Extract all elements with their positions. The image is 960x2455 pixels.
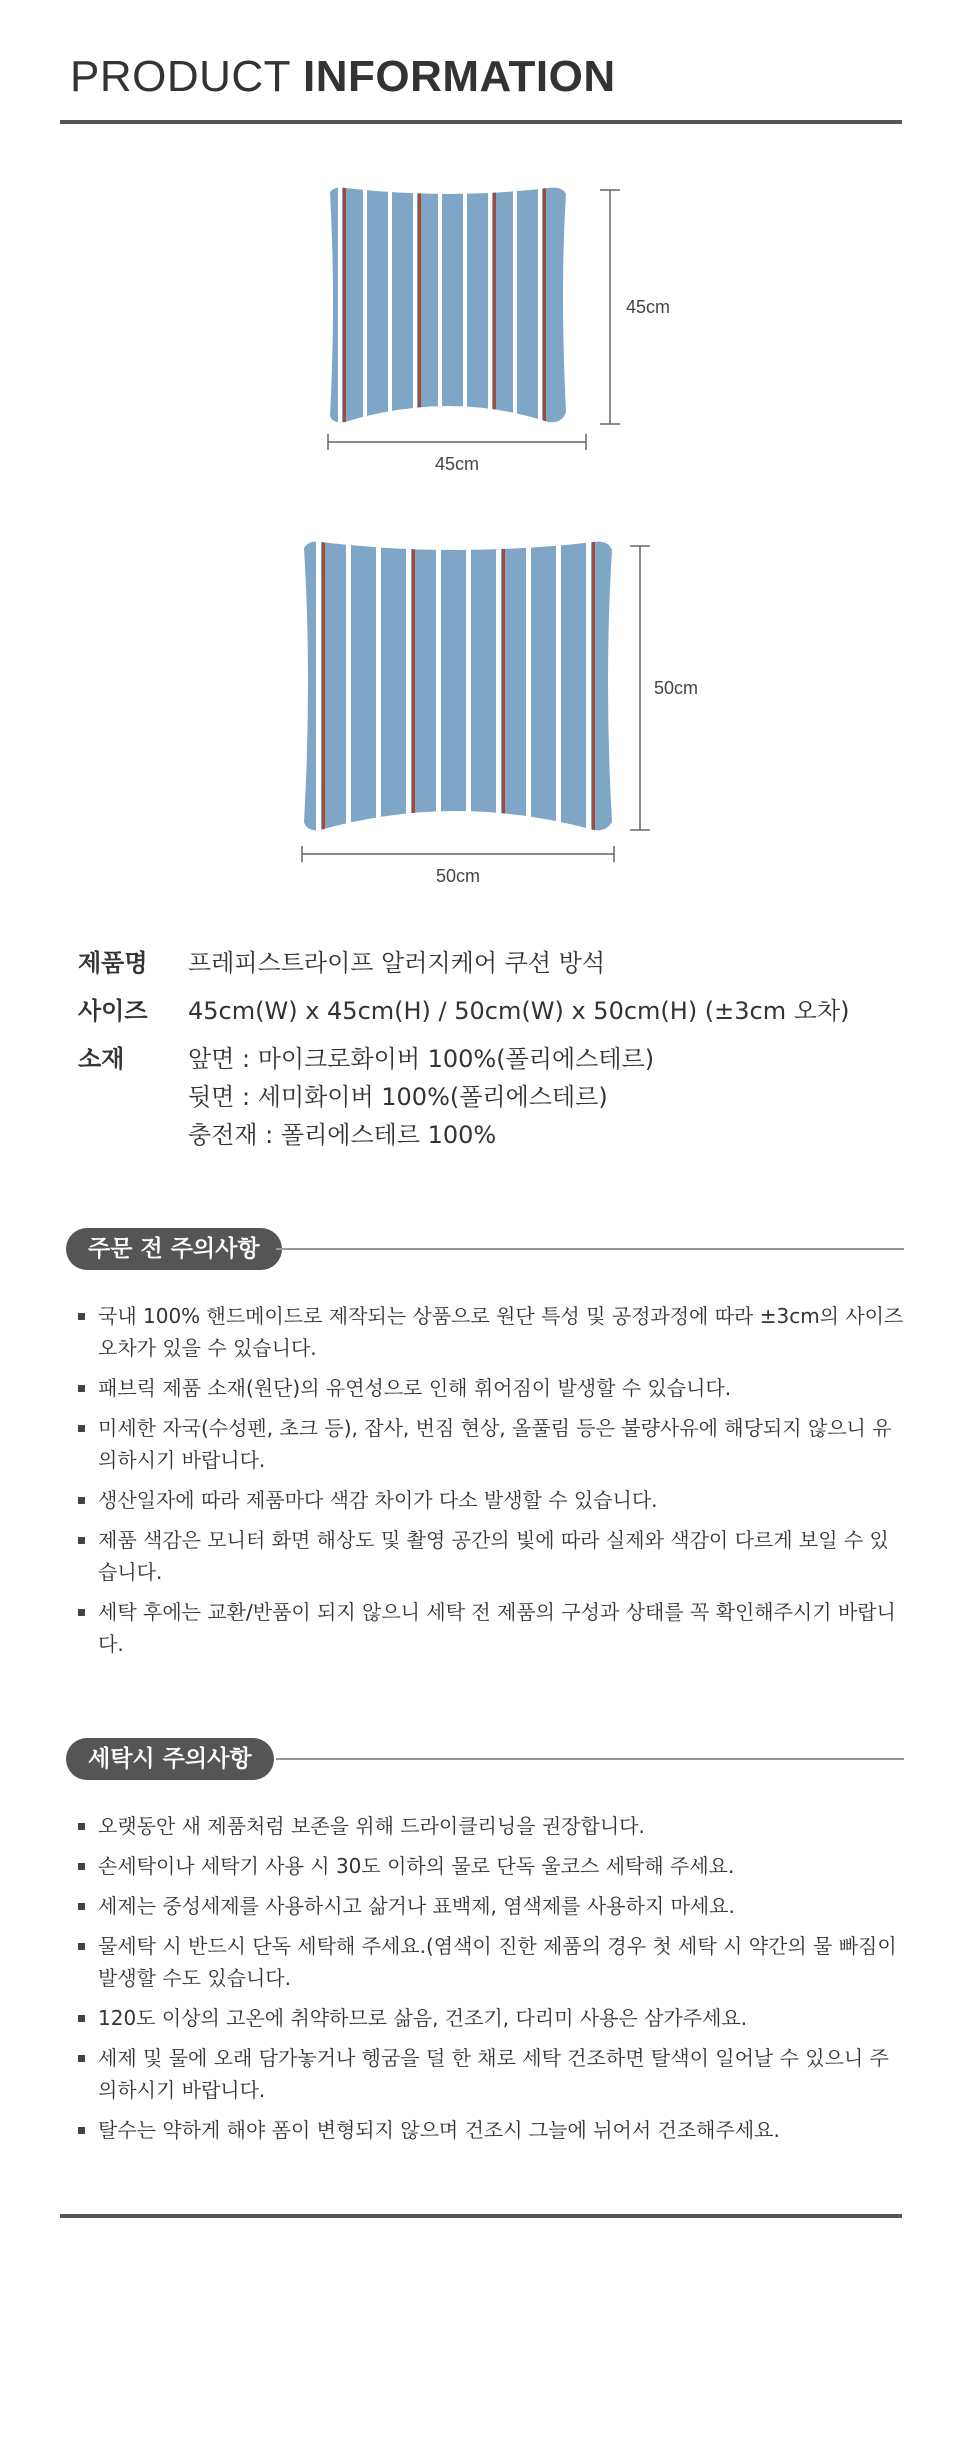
info-value-material-filling: 충전재 : 폴리에스테르 100% [188, 1121, 497, 1149]
page-title [70, 52, 616, 102]
cushion-45-width-label: 45cm [434, 454, 480, 474]
product-info [78, 948, 918, 1168]
cushion-45-width-dimension [328, 434, 586, 450]
order-notice-title: 주문 전 주의사항 [66, 1228, 282, 1270]
cushion-50-fabric [295, 530, 620, 850]
top-divider [60, 120, 902, 124]
list-item: 생산일자에 따라 제품마다 색감 차이가 다소 발생할 수 있습니다. [78, 1484, 908, 1516]
order-notice-header [66, 1228, 904, 1270]
cushion-50-diagram [0, 530, 960, 900]
info-value-size: 45cm(W) x 45cm(H) / 50cm(W) x 50cm(H) (±3cm 오차) [188, 997, 850, 1025]
cushion-45-height-label: 45cm [626, 297, 671, 317]
info-row-size [78, 996, 918, 1034]
wash-notice-header [66, 1738, 904, 1780]
list-item: 세탁 후에는 교환/반품이 되지 않으니 세탁 전 제품의 구성과 상태를 꼭 확인해주시기 바랍니다. [78, 1596, 908, 1660]
wash-notice-title: 세탁시 주의사항 [66, 1738, 274, 1780]
page-title-light: PRODUCT [70, 52, 303, 101]
list-item: 120도 이상의 고온에 취약하므로 삶음, 건조기, 다리미 사용은 삼가주세요. [78, 2002, 908, 2034]
list-item: 오랫동안 새 제품처럼 보존을 위해 드라이클리닝을 권장합니다. [78, 1810, 908, 1842]
list-item: 국내 100% 핸드메이드로 제작되는 상품으로 원단 특성 및 공정과정에 따라 ±3cm의 사이즈 오차가 있을 수 있습니다. [78, 1300, 908, 1364]
wash-notice-list [78, 1810, 908, 2154]
cushion-50-width-label: 50cm [435, 866, 481, 886]
page-title-bold: INFORMATION [302, 52, 616, 101]
bottom-divider [60, 2214, 902, 2218]
list-item: 세제는 중성세제를 사용하시고 삶거나 표백제, 염색제를 사용하지 마세요. [78, 1890, 908, 1922]
list-item: 탈수는 약하게 해야 폼이 변형되지 않으며 건조시 그늘에 뉘어서 건조해주세요. [78, 2114, 908, 2146]
cushion-45-fabric [320, 180, 580, 440]
cushion-50-height-label: 50cm [654, 678, 699, 698]
list-item: 미세한 자국(수성펜, 초크 등), 잡사, 번짐 현상, 올풀림 등은 불량사유에 해당되지 않으니 유의하시기 바랍니다. [78, 1412, 908, 1476]
info-key-name: 제품명 [78, 949, 148, 977]
list-item: 세제 및 물에 오래 담가놓거나 헹굼을 덜 한 채로 세탁 건조하면 탈색이 일어날 수 있으니 주의하시기 바랍니다. [78, 2042, 908, 2106]
info-row-name [78, 948, 918, 986]
list-item: 패브릭 제품 소재(원단)의 유연성으로 인해 휘어짐이 발생할 수 있습니다. [78, 1372, 908, 1404]
info-value-name: 프레피스트라이프 알러지케어 쿠션 방석 [188, 949, 606, 977]
list-item: 물세탁 시 반드시 단독 세탁해 주세요.(염색이 진한 제품의 경우 첫 세탁 시 약간의 물 빠짐이 발생할 수도 있습니다. [78, 1930, 908, 1994]
cushion-45-height-dimension [600, 190, 620, 424]
wash-notice-line [276, 1758, 904, 1760]
order-notice-line [276, 1248, 904, 1250]
info-key-material: 소재 [78, 1045, 125, 1073]
cushion-50-width-dimension [302, 846, 614, 862]
info-row-material [78, 1044, 918, 1158]
cushion-50-height-dimension [630, 546, 650, 830]
info-value-material-front: 앞면 : 마이크로화이버 100%(폴리에스테르) [188, 1045, 655, 1073]
info-value-material-back: 뒷면 : 세미화이버 100%(폴리에스테르) [188, 1083, 608, 1111]
info-key-size: 사이즈 [78, 997, 148, 1025]
list-item: 손세탁이나 세탁기 사용 시 30도 이하의 물로 단독 울코스 세탁해 주세요. [78, 1850, 908, 1882]
list-item: 제품 색감은 모니터 화면 해상도 및 촬영 공간의 빛에 따라 실제와 색감이 다르게 보일 수 있습니다. [78, 1524, 908, 1588]
cushion-45-diagram [0, 180, 960, 490]
order-notice-list [78, 1300, 908, 1668]
